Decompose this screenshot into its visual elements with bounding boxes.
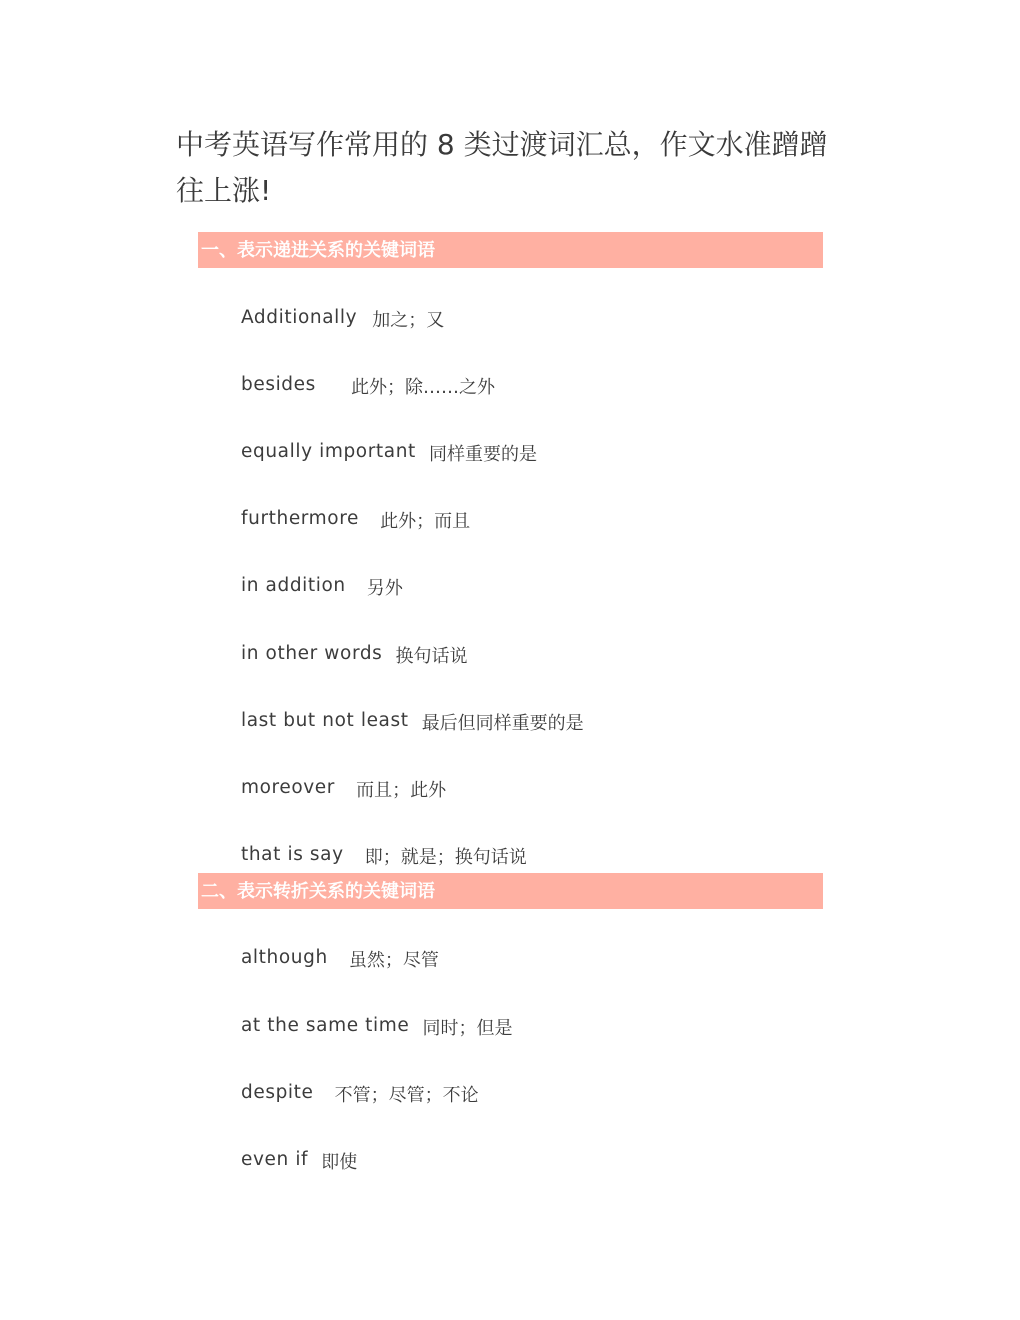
document-title: 中考英语写作常用的 8 类过渡词汇总，作文水准蹭蹭往上涨! — [176, 128, 828, 207]
vocab-entry — [241, 571, 403, 601]
english-term: at the same time — [241, 1015, 410, 1036]
section-heading-progressive: 一、表示递进关系的关键词语 — [198, 232, 823, 268]
chinese-meaning: 另外 — [366, 578, 403, 599]
chinese-meaning: 同时；但是 — [422, 1018, 513, 1039]
english-term: moreover — [241, 777, 335, 798]
english-term: that is say — [241, 844, 344, 865]
english-term: last but not least — [241, 710, 409, 731]
english-term: although — [241, 947, 328, 968]
english-term: in other words — [241, 643, 383, 664]
chinese-meaning: 而且；此外 — [356, 780, 447, 801]
chinese-meaning: 此外；而且 — [380, 511, 471, 532]
vocab-entry — [241, 840, 527, 870]
vocab-entry — [241, 437, 537, 467]
chinese-meaning: 即；就是；换句话说 — [364, 847, 527, 868]
section-heading-contrast: 二、表示转折关系的关键词语 — [198, 873, 823, 909]
vocab-entry — [241, 1078, 479, 1108]
english-term: even if — [241, 1149, 309, 1170]
english-term: equally important — [241, 441, 416, 462]
chinese-meaning: 即使 — [321, 1152, 358, 1173]
chinese-meaning: 不管；尽管；不论 — [334, 1085, 479, 1106]
vocab-entry — [241, 773, 446, 803]
chinese-meaning: 换句话说 — [395, 646, 468, 667]
vocab-entry — [241, 370, 495, 400]
vocab-entry — [241, 1145, 357, 1175]
chinese-meaning: 最后但同样重要的是 — [421, 713, 584, 734]
chinese-meaning: 此外；除……之外 — [350, 377, 495, 398]
vocab-entry — [241, 504, 470, 534]
english-term: besides — [241, 374, 316, 395]
vocab-entry — [241, 303, 444, 333]
english-term: despite — [241, 1082, 314, 1103]
vocab-entry — [241, 706, 584, 736]
chinese-meaning: 同样重要的是 — [429, 444, 537, 465]
vocab-entry — [241, 1011, 512, 1041]
chinese-meaning: 虽然；尽管 — [348, 950, 439, 971]
english-term: in addition — [241, 575, 346, 596]
english-term: Additionally — [241, 307, 358, 328]
vocab-entry — [241, 639, 468, 669]
vocab-entry — [241, 943, 439, 973]
english-term: furthermore — [241, 508, 360, 529]
chinese-meaning: 加之；又 — [372, 310, 445, 331]
